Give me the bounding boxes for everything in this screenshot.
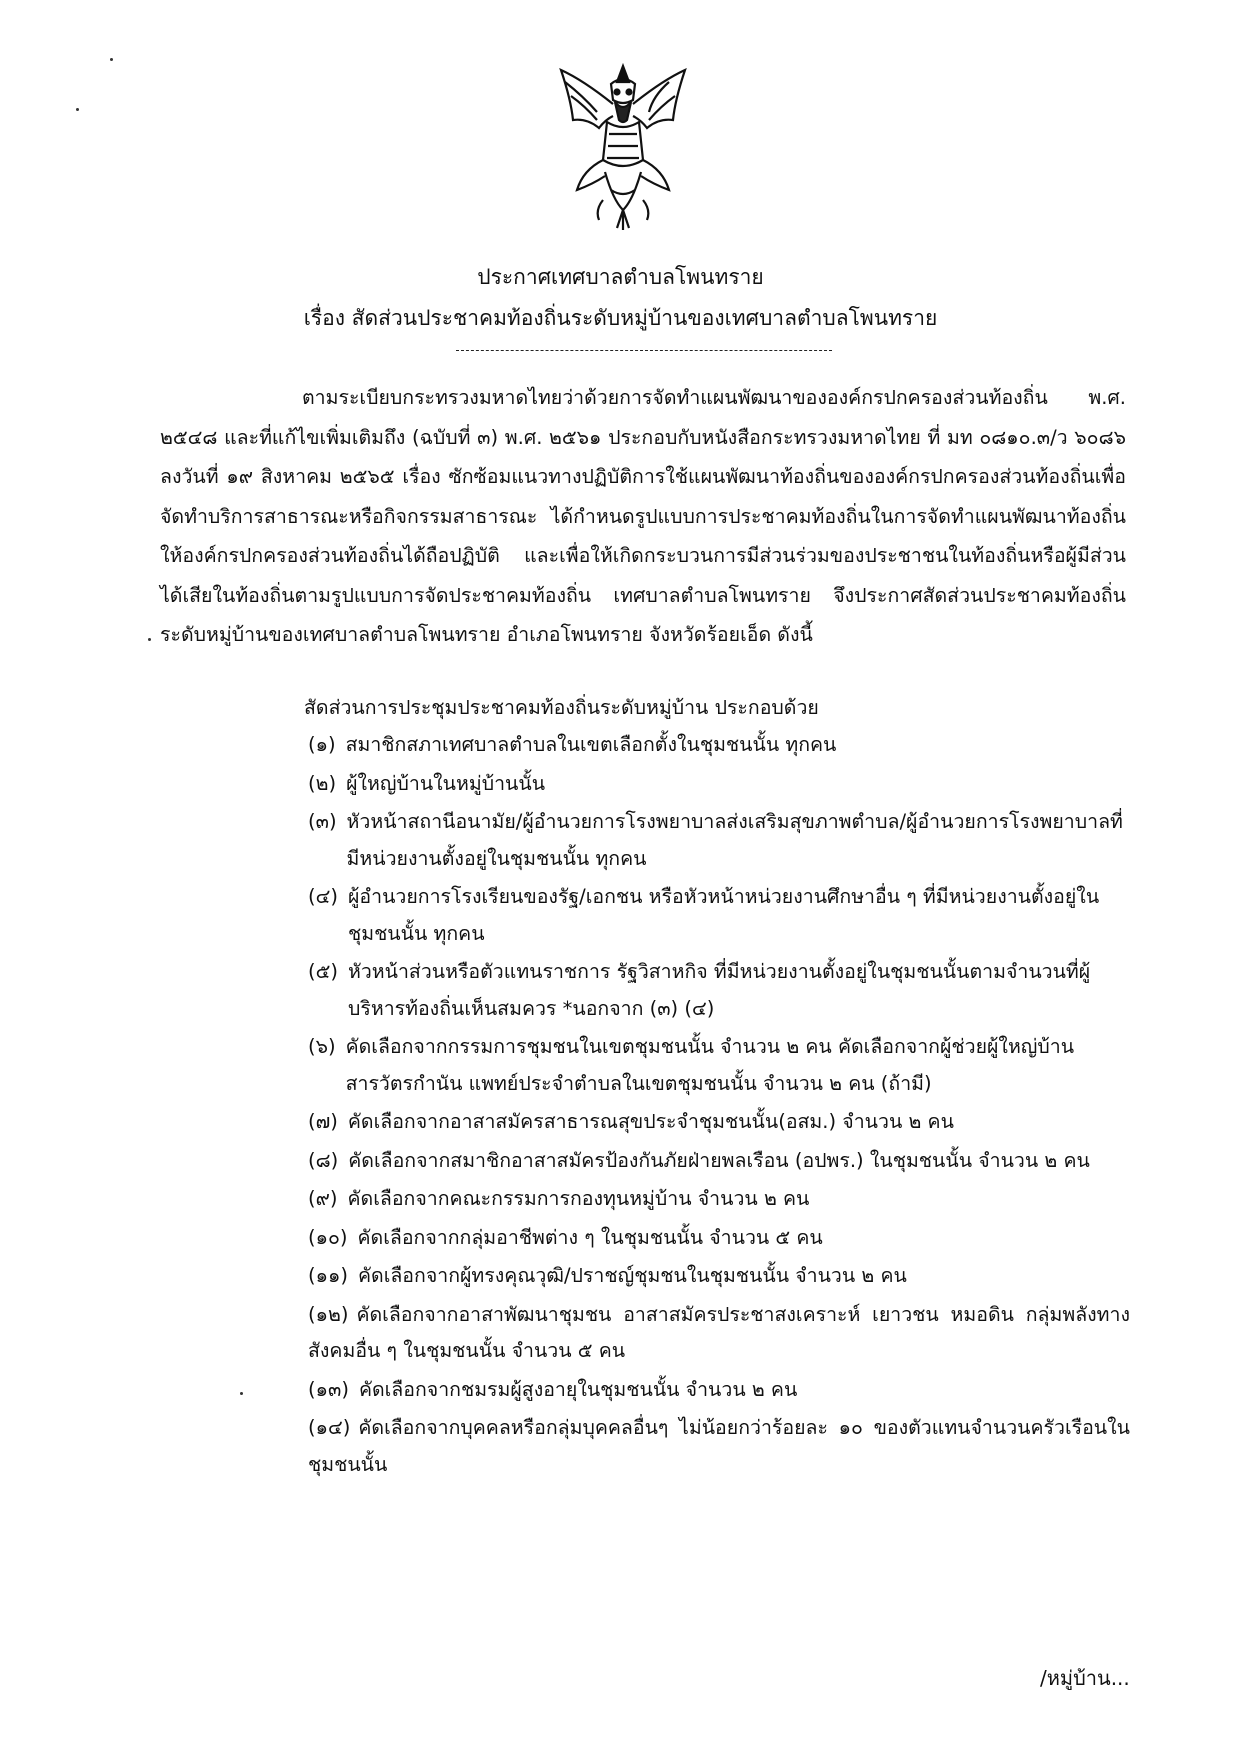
list-item xyxy=(308,766,1130,803)
dashed-divider xyxy=(456,350,832,351)
list-item xyxy=(308,1220,1130,1257)
item-text: คัดเลือกจากผู้ทรงคุณวุฒิ/ปราชญ์ชุมชนในชุมชนนั้น จำนวน ๒ คน xyxy=(357,1264,907,1287)
list-item xyxy=(308,1297,1130,1370)
list-item xyxy=(308,1410,1130,1483)
item-text: คัดเลือกจากสมาชิกอาสาสมัครป้องกันภัยฝ่ายพลเรือน (อปพร.) ในชุมชนนั้น จำนวน ๒ คน xyxy=(348,1148,1090,1172)
item-text: หัวหน้าสถานีอนามัย/ผู้อำนวยการโรงพยาบาลส่งเสริมสุขภาพตำบล/ผู้อำนวยการโรงพยาบาลที่มีหน่วยงานตั้งอยู่ในชุมชนนั้น ทุกคน xyxy=(346,810,1123,870)
list-heading: สัดส่วนการประชุมประชาคมท้องถิ่นระดับหมู่บ้าน ประกอบด้วย xyxy=(304,696,819,719)
item-number: (๙) xyxy=(308,1187,338,1210)
item-text: คัดเลือกจากอาสาสมัครสาธารณสุขประจำชุมชนนั้น(อสม.) จำนวน ๒ คน xyxy=(347,1110,954,1133)
garuda-emblem-icon xyxy=(553,60,693,235)
item-text: ผู้ใหญ่บ้านในหมู่บ้านนั้น xyxy=(346,771,546,795)
item-number: (๕) xyxy=(308,960,338,983)
list-item xyxy=(308,879,1130,952)
list-item xyxy=(308,1029,1130,1102)
item-number: (๔) xyxy=(308,885,338,908)
list-item xyxy=(308,954,1130,1027)
item-number: (๑๒) xyxy=(308,1302,349,1326)
continuation-note: /หมู่บ้าน... xyxy=(1040,1666,1130,1690)
list-item xyxy=(308,1143,1130,1180)
item-number: (๑๐) xyxy=(308,1225,348,1249)
item-number: (๘) xyxy=(308,1148,339,1172)
list-item xyxy=(308,1258,1130,1295)
item-number: (๓) xyxy=(308,810,337,833)
list-item xyxy=(308,727,1130,764)
composition-list xyxy=(308,727,1130,1485)
list-item xyxy=(308,1372,1130,1409)
item-number: (๗) xyxy=(308,1110,338,1133)
item-number: (๑๑) xyxy=(308,1264,348,1287)
scan-speck xyxy=(148,638,151,641)
list-item xyxy=(308,804,1130,877)
item-text: หัวหน้าส่วนหรือตัวแทนราชการ รัฐวิสาหกิจ ที่มีหน่วยงานตั้งอยู่ในชุมชนนั้นตามจำนวนที่ผู้บริหารท้องถิ่นเห็นสมควร *นอกจาก (๓) (๔) xyxy=(347,960,1091,1020)
list-item xyxy=(308,1104,1130,1141)
item-text: สมาชิกสภาเทศบาลตำบลในเขตเลือกตั้งในชุมชนนั้น ทุกคน xyxy=(345,733,837,756)
list-item xyxy=(308,1181,1130,1218)
item-text: ผู้อำนวยการโรงเรียนของรัฐ/เอกชน หรือหัวหน้าหน่วยงานศึกษาอื่น ๆ ที่มีหน่วยงานตั้งอยู่ในชุมชนนั้น ทุกคน xyxy=(347,885,1100,945)
item-text: คัดเลือกจากบุคคลหรือกลุ่มบุคคลอื่นๆ ไม่น้อยกว่าร้อยละ ๑๐ ของตัวแทนจำนวนครัวเรือนในชุมชนนั้น xyxy=(308,1416,1130,1476)
scan-speck xyxy=(110,58,113,61)
scan-speck xyxy=(240,1392,243,1395)
announcement-title: ประกาศเทศบาลตำบลโพนทราย xyxy=(477,265,764,289)
item-number: (๑) xyxy=(308,733,336,756)
item-number: (๑๓) xyxy=(308,1377,349,1401)
item-text: คัดเลือกจากชมรมผู้สูงอายุในชุมชนนั้น จำนวน ๒ คน xyxy=(358,1377,798,1401)
body-paragraph: ตามระเบียบกระทรวงมหาดไทยว่าด้วยการจัดทำแผนพัฒนาขององค์กรปกครองส่วนท้องถิ่น พ.ศ. ๒๕๔๘ และที่แก้ไขเพิ่มเติมถึง (ฉบับที่ ๓) พ.ศ. ๒๕๖๑ ประกอบกับหนังสือกระทรวงมหาดไทย ที่ มท ๐๘๑๐.๓/ว ๖๐๘๖ ลงวันที่ ๑๙ สิงหาคม ๒๕๖๕ เรื่อง ซักซ้อมแนวทางปฏิบัติการใช้แผนพัฒนาท้องถิ่นขององค์กรปกครองส่วนท้องถิ่นเพื่อจัดทำบริการสาธารณะหรือกิจกรรมสาธารณะ ได้กำหนดรูปแบบการประชาคมท้องถิ่นในการจัดทำแผนพัฒนาท้องถิ่นให้องค์กรปกครองส่วนท้องถิ่นได้ถือปฏิบัติ และเพื่อให้เกิดกระบวนการมีส่วนร่วมของประชาชนในท้องถิ่นหรือผู้มีส่วนได้เสียในท้องถิ่นตามรูปแบบการจัดประชาคมท้องถิ่น เทศบาลตำบลโพนทราย จึงประกาศสัดส่วนประชาคมท้องถิ่นระดับหมู่บ้านของเทศบาลตำบลโพนทราย อำเภอโพนทราย จังหวัดร้อยเอ็ด ดังนี้ xyxy=(160,386,1126,646)
item-text: คัดเลือกจากอาสาพัฒนาชุมชน อาสาสมัครประชาสงเคราะห์ เยาวชน หมอดิน กลุ่มพลังทางสังคมอื่น ๆ ในชุมชนนั้น จำนวน ๕ คน xyxy=(308,1302,1130,1362)
item-text: คัดเลือกจากกรรมการชุมชนในเขตชุมชนนั้น จำนวน ๒ คน คัดเลือกจากผู้ช่วยผู้ใหญ่บ้าน สารวัตรกำนัน แพทย์ประจำตำบลในเขตชุมชนนั้น จำนวน ๒ คน (ถ้ามี) xyxy=(345,1035,1075,1095)
item-number: (๑๔) xyxy=(308,1416,351,1439)
announcement-subject: เรื่อง สัดส่วนประชาคมท้องถิ่นระดับหมู่บ้านของเทศบาลตำบลโพนทราย xyxy=(303,306,938,330)
item-number: (๖) xyxy=(308,1035,336,1058)
item-text: คัดเลือกจากกลุ่มอาชีพต่าง ๆ ในชุมชนนั้น จำนวน ๕ คน xyxy=(357,1225,823,1249)
scan-speck xyxy=(76,108,79,111)
item-number: (๒) xyxy=(308,771,337,795)
item-text: คัดเลือกจากคณะกรรมการกองทุนหมู่บ้าน จำนวน ๒ คน xyxy=(347,1187,810,1210)
